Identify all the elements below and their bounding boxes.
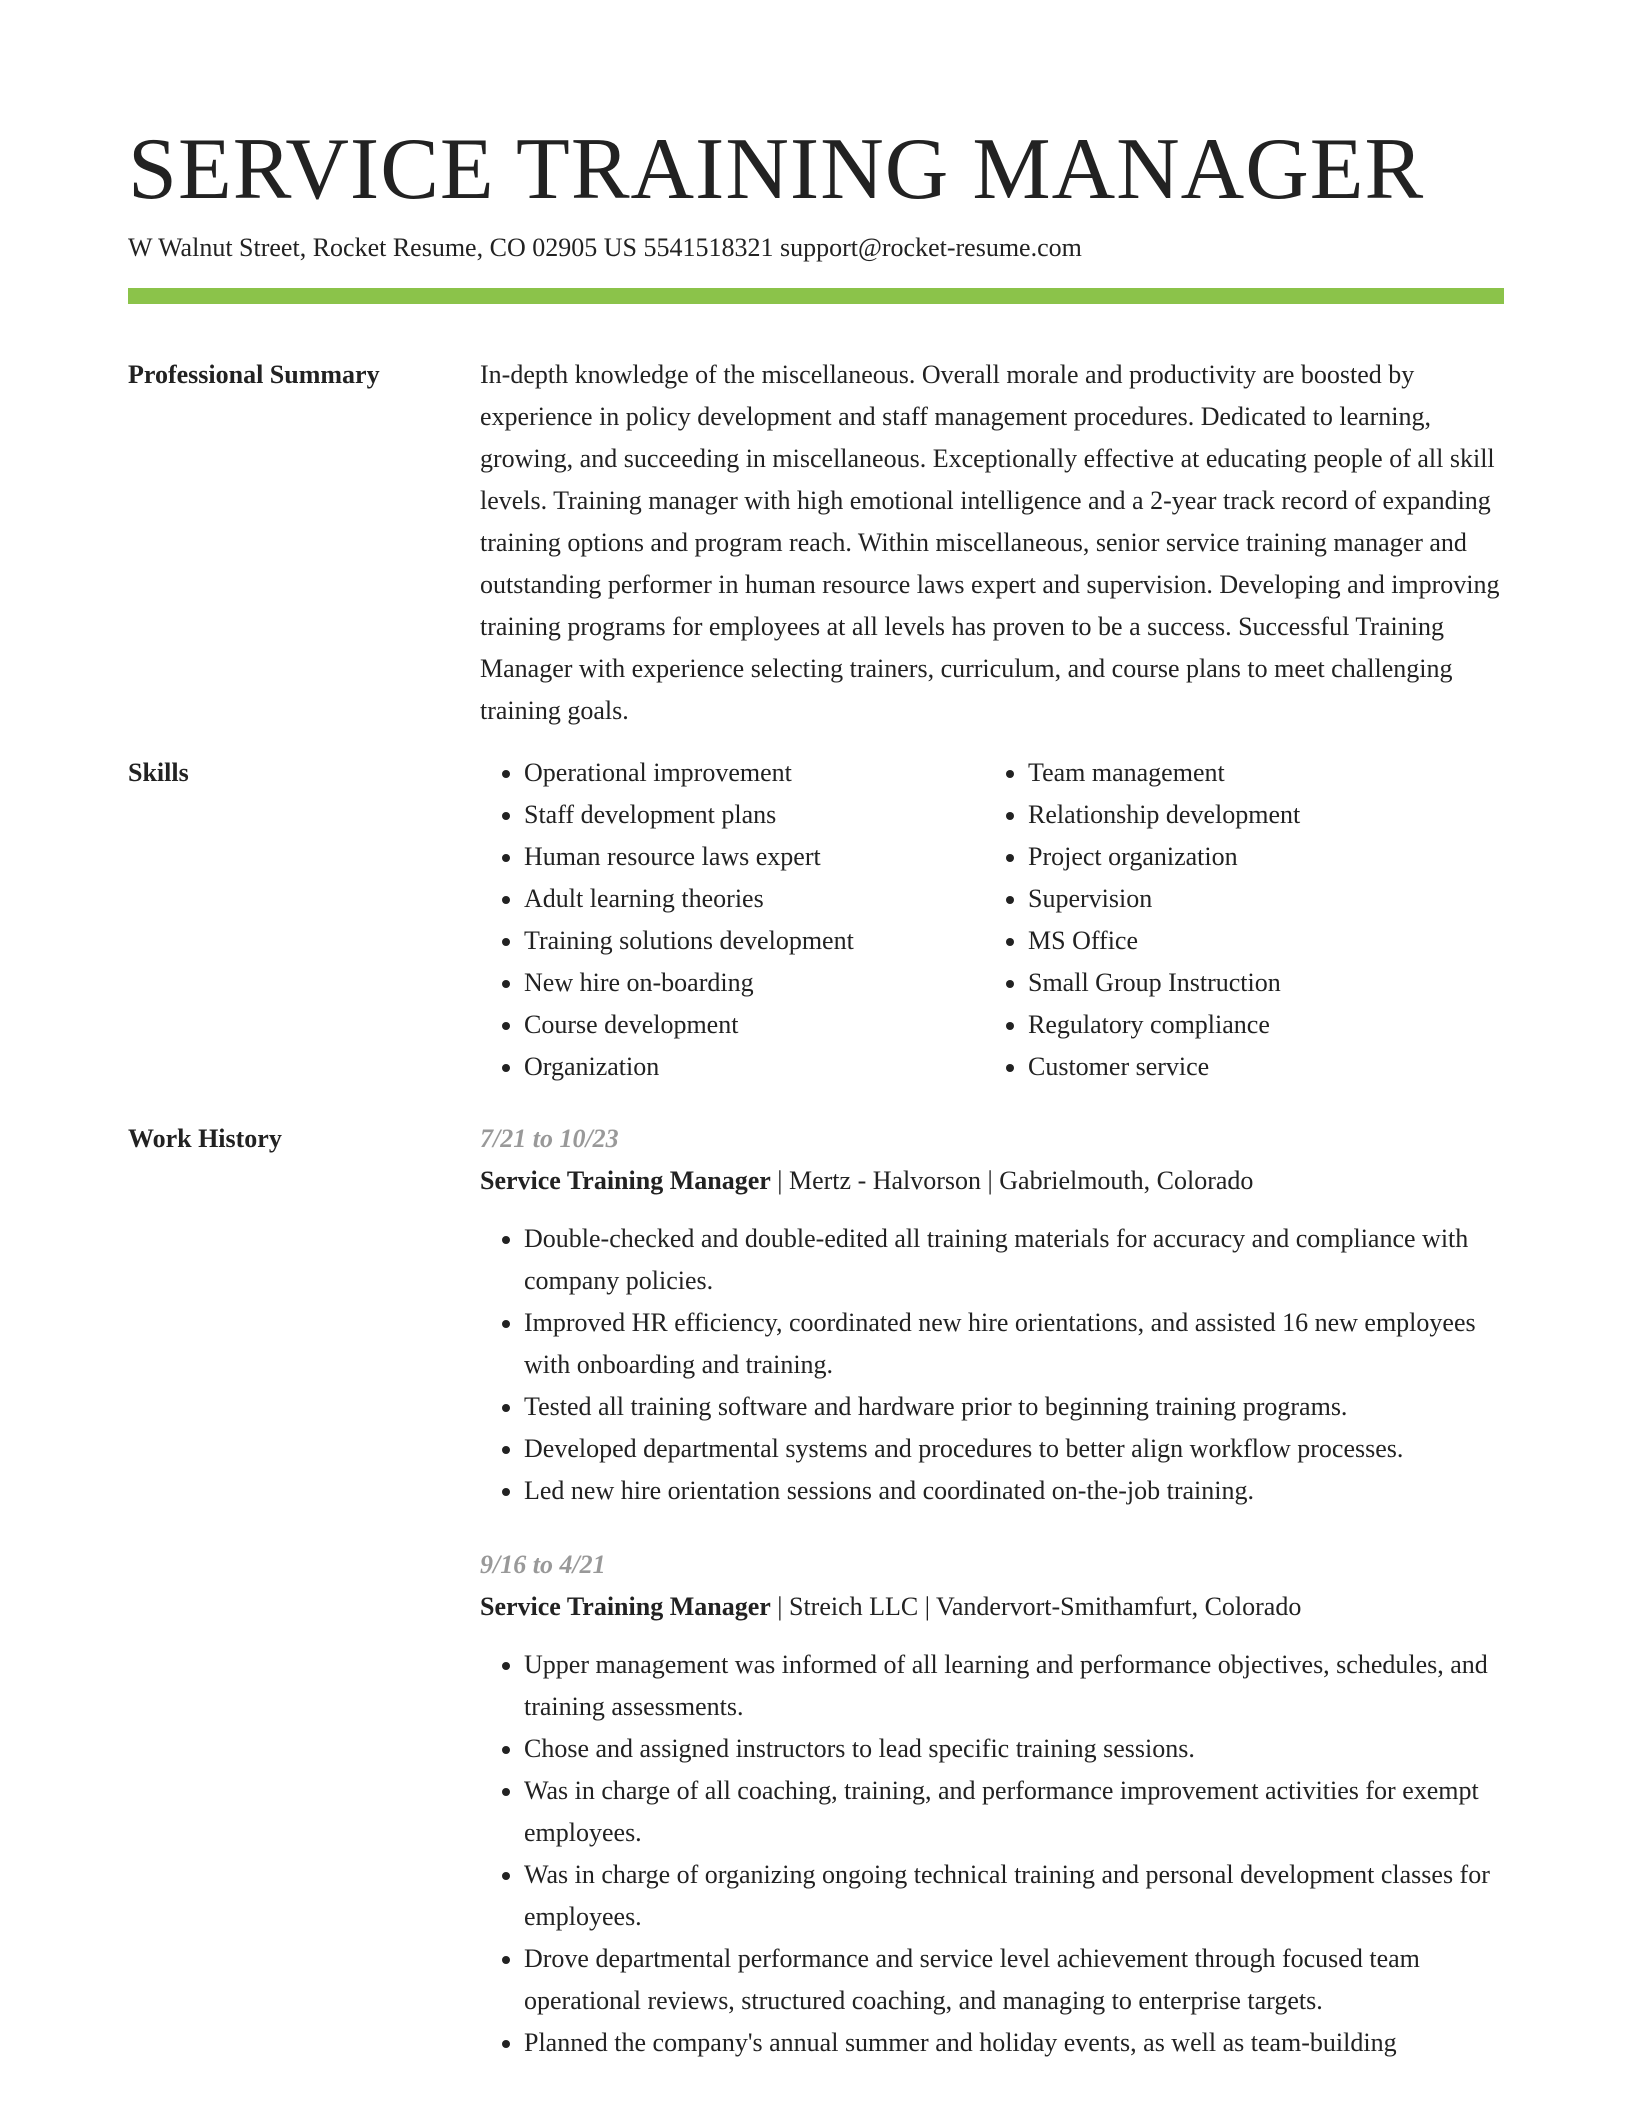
job-entry xyxy=(480,1118,1504,1512)
skill-item: • Adult learning theories xyxy=(524,878,984,920)
job-details: | Mertz - Halvorson | Gabrielmouth, Colorado xyxy=(770,1166,1254,1195)
job-bullet: • Chose and assigned instructors to lead specific training sessions. xyxy=(524,1728,1504,1770)
skill-item: • Regulatory compliance xyxy=(1028,1004,1488,1046)
skill-item: • Course development xyxy=(524,1004,984,1046)
job-bullet: • Was in charge of organizing ongoing technical training and personal development classes for employees. xyxy=(524,1854,1504,1938)
skill-item: • Training solutions development xyxy=(524,920,984,962)
job-bullet: • Developed departmental systems and procedures to better align workflow processes. xyxy=(524,1428,1504,1470)
skill-item: • Relationship development xyxy=(1028,794,1488,836)
skill-item: • Operational improvement xyxy=(524,752,984,794)
skill-item: • New hire on-boarding xyxy=(524,962,984,1004)
skill-item: • Organization xyxy=(524,1046,984,1088)
section-label-skills: Skills xyxy=(128,758,189,787)
job-bullet: • Drove departmental performance and service level achievement through focused team operational reviews, structured coaching, and managing to enterprise targets. xyxy=(524,1938,1504,2022)
job-bullets xyxy=(480,1218,1504,1512)
skill-item: • Customer service xyxy=(1028,1046,1488,1088)
work-history-entries xyxy=(480,1118,1504,2064)
section-label-summary: Professional Summary xyxy=(128,360,380,389)
resume-page xyxy=(128,120,1504,2064)
skills-list-left xyxy=(480,752,984,1088)
contact-line: W Walnut Street, Rocket Resume, CO 02905 US 5541518321 support@rocket-resume.com xyxy=(128,233,1082,262)
skill-item: • Human resource laws expert xyxy=(524,836,984,878)
skills-columns xyxy=(480,752,1504,1088)
professional-summary-section xyxy=(128,354,1504,732)
job-dates: 7/21 to 10/23 xyxy=(480,1124,619,1153)
job-details: | Streich LLC | Vandervort-Smithamfurt, Colorado xyxy=(770,1592,1302,1621)
job-bullet: • Upper management was informed of all learning and performance objectives, schedules, and training assessments. xyxy=(524,1644,1504,1728)
job-bullet: • Improved HR efficiency, coordinated new hire orientations, and assisted 16 new employees with onboarding and training. xyxy=(524,1302,1504,1386)
section-label-work-history: Work History xyxy=(128,1124,282,1153)
skill-item: • Supervision xyxy=(1028,878,1488,920)
job-dates: 9/16 to 4/21 xyxy=(480,1550,606,1579)
skill-item: • MS Office xyxy=(1028,920,1488,962)
job-bullet: • Was in charge of all coaching, training, and performance improvement activities for exempt employees. xyxy=(524,1770,1504,1854)
job-title-line xyxy=(480,1586,1504,1628)
header-divider xyxy=(128,288,1504,304)
job-bullets xyxy=(480,1644,1504,2064)
skills-list-right xyxy=(984,752,1488,1088)
job-bullet: • Led new hire orientation sessions and coordinated on-the-job training. xyxy=(524,1470,1504,1512)
job-bullet: • Tested all training software and hardware prior to beginning training programs. xyxy=(524,1386,1504,1428)
job-title: Service Training Manager xyxy=(480,1592,771,1621)
skill-item: • Project organization xyxy=(1028,836,1488,878)
work-history-section xyxy=(128,1118,1504,2064)
skill-item: • Team management xyxy=(1028,752,1488,794)
skill-item: • Staff development plans xyxy=(524,794,984,836)
job-title-line xyxy=(480,1160,1504,1202)
resume-name: SERVICE TRAINING MANAGER xyxy=(128,121,1425,218)
job-entry xyxy=(480,1544,1504,2064)
skill-item: • Small Group Instruction xyxy=(1028,962,1488,1004)
job-bullet: • Double-checked and double-edited all training materials for accuracy and compliance with company policies. xyxy=(524,1218,1504,1302)
summary-text: In-depth knowledge of the miscellaneous. Overall morale and productivity are boosted by experience in policy development and staff management procedures. Dedicated to learning, growing, and succeeding in miscellaneous. Exceptionally effective at educating people of all skill levels. Training manager with high emotional intelligence and a 2-year track record of expanding training options and program reach. Within miscellaneous, senior service training manager and outstanding performer in human resource laws expert and supervision. Developing and improving training programs for employees at all levels has proven to be a success. Successful Training Manager with experience selecting trainers, curriculum, and course plans to meet challenging training goals. xyxy=(480,360,1500,725)
job-bullet: • Planned the company's annual summer and holiday events, as well as team-building xyxy=(524,2022,1504,2064)
skills-section xyxy=(128,752,1504,1088)
job-title: Service Training Manager xyxy=(480,1166,771,1195)
